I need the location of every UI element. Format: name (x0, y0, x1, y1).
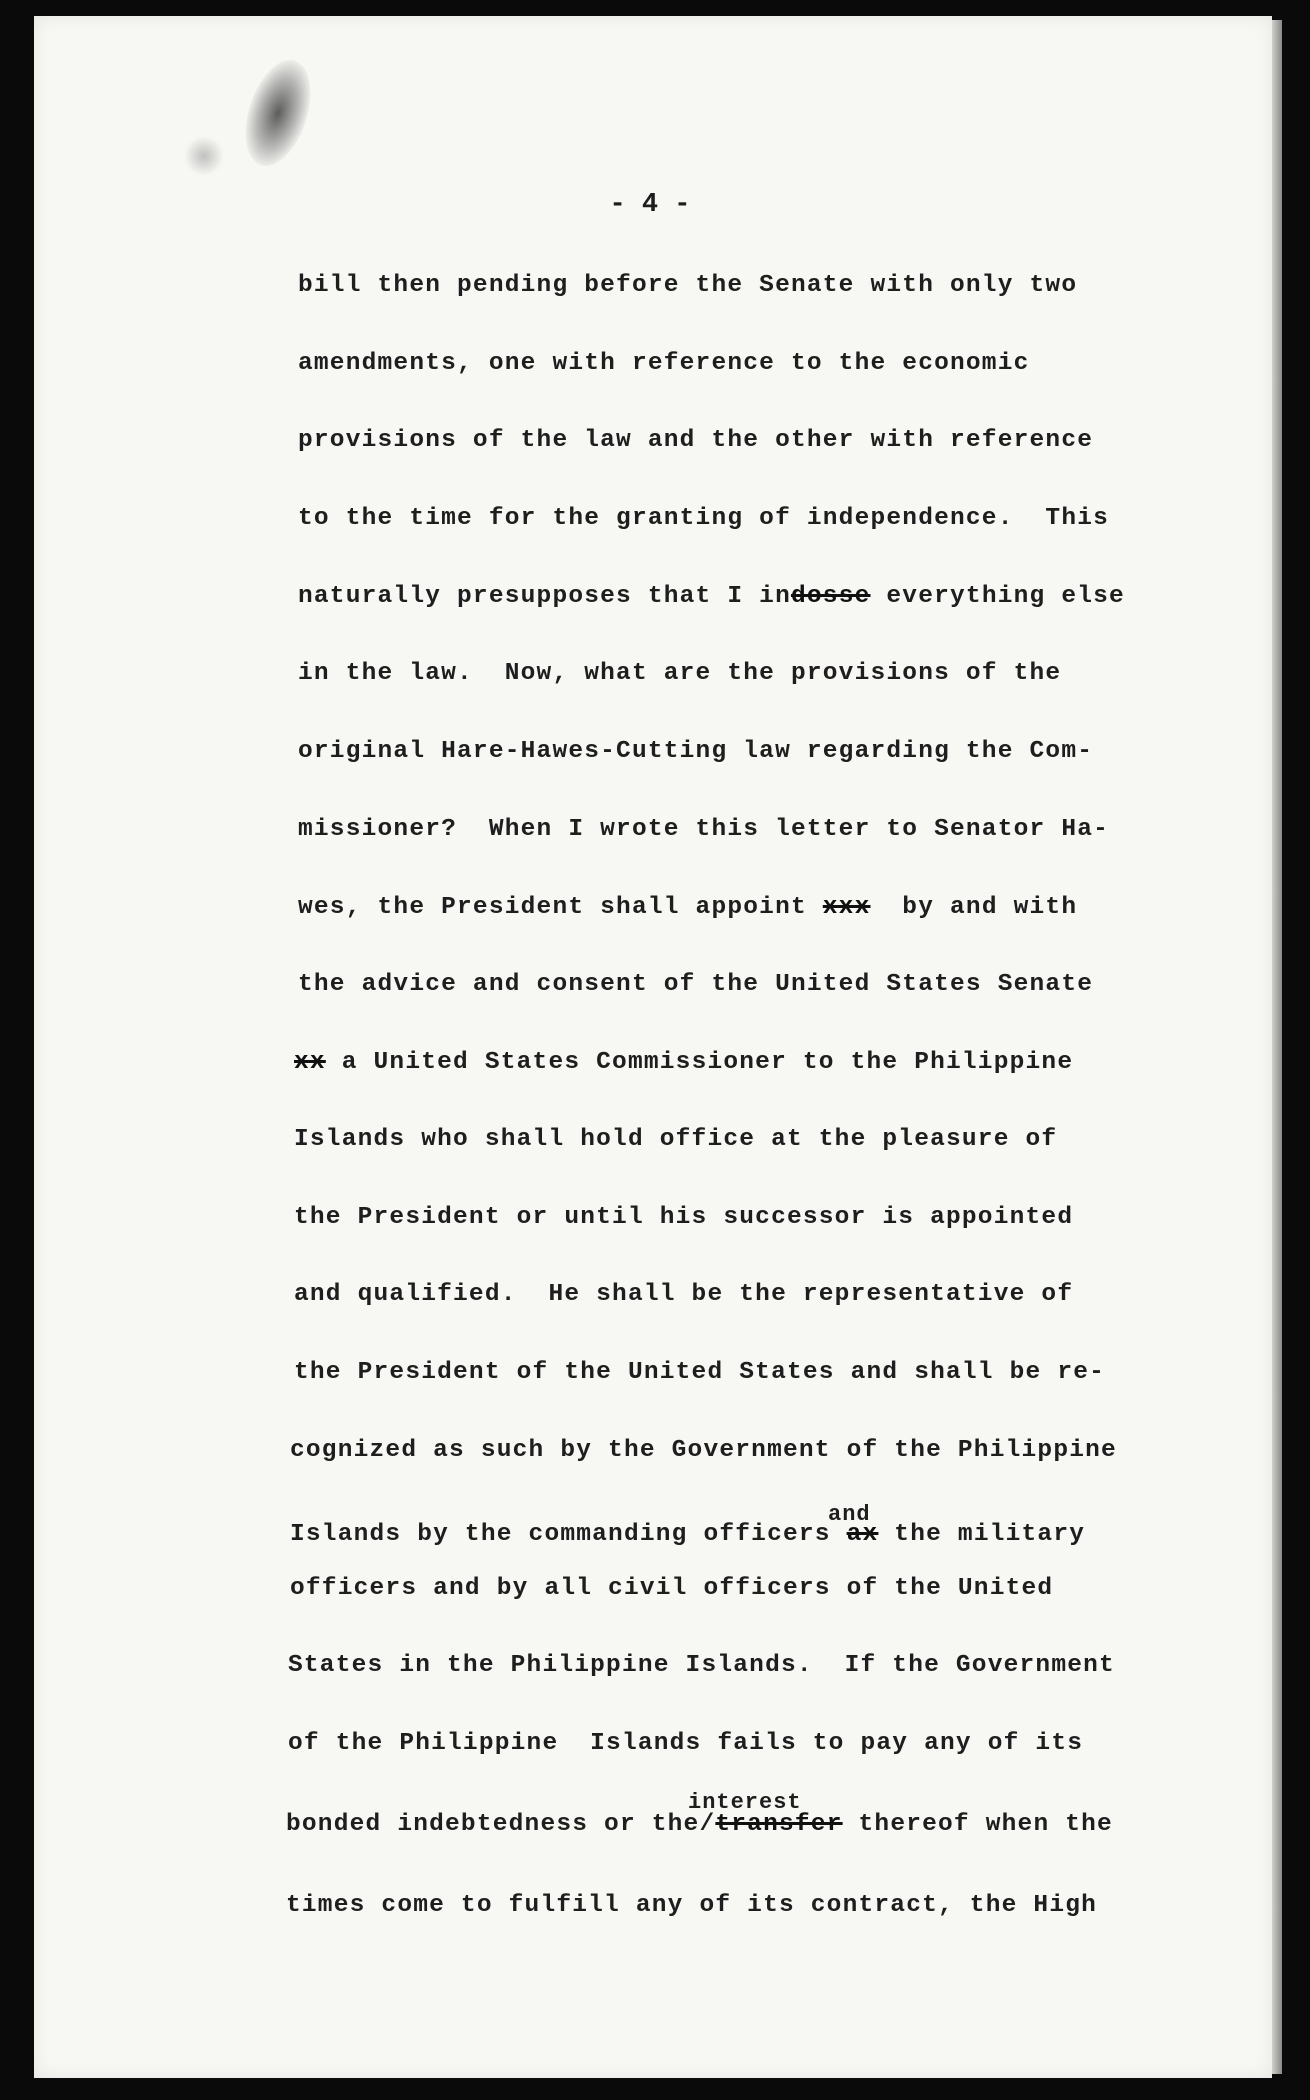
text-line (298, 973, 1093, 998)
text-line (294, 1361, 1105, 1386)
text-line (298, 429, 1093, 454)
line-text: everything else (870, 583, 1125, 610)
line-text: States in the Philippine Islands. If the Government (288, 1652, 1115, 1679)
text-line (290, 1439, 1117, 1464)
text-line (298, 274, 1077, 299)
line-text: the advice and consent of the United States Senate (298, 971, 1094, 998)
ink-smudge (233, 52, 322, 175)
ink-smudge (184, 136, 224, 176)
line-text: a United States Commissioner to the Philippine (325, 1049, 1074, 1076)
text-line (294, 1206, 1073, 1231)
line-text: and qualified. He shall be the representative of (294, 1281, 1074, 1308)
text-line (290, 1577, 1053, 1602)
line-text: bill then pending before the Senate with only two (298, 272, 1078, 299)
struck-out-text: xx (294, 1049, 326, 1076)
line-text: the military (878, 1521, 1086, 1548)
line-text: the President of the United States and shall be re- (294, 1359, 1106, 1386)
line-text: bonded indebtedness or the/ (286, 1811, 716, 1838)
handwritten-insertion-and: and (828, 1502, 871, 1527)
text-line (294, 1128, 1057, 1153)
text-line (286, 1894, 1097, 1919)
line-text: to the time for the granting of independence. This (298, 505, 1110, 532)
handwritten-insertion-interest: interest (688, 1790, 802, 1815)
line-text: original Hare-Hawes-Cutting law regarding the Com- (298, 738, 1094, 765)
text-line (288, 1732, 1083, 1757)
line-text: cognized as such by the Government of the Philippine (290, 1437, 1117, 1464)
struck-out-text: xxx (822, 894, 871, 921)
text-line (298, 507, 1109, 532)
text-line (294, 1051, 1073, 1076)
page-number: - 4 - (609, 190, 691, 220)
text-line (290, 1523, 1085, 1548)
typed-page (34, 16, 1272, 2078)
line-text: in the law. Now, what are the provisions of the (298, 660, 1062, 687)
text-line (298, 740, 1093, 765)
line-text: missioner? When I wrote this letter to Senator Ha- (298, 816, 1110, 843)
text-line (298, 818, 1109, 843)
line-text: officers and by all civil officers of the United (290, 1575, 1054, 1602)
line-text: naturally presupposes that I in (298, 583, 791, 610)
line-text: thereof when the (842, 1811, 1113, 1838)
line-text: Islands who shall hold office at the pleasure of (294, 1126, 1058, 1153)
struck-out-text: transfer (715, 1811, 843, 1838)
line-text: wes, the President shall appoint (298, 894, 823, 921)
text-line (298, 585, 1125, 610)
page-edge (1272, 20, 1282, 2074)
text-line (298, 896, 1077, 921)
struck-out-text: ax (846, 1521, 879, 1548)
text-line (298, 352, 1030, 377)
line-text: provisions of the law and the other with reference (298, 427, 1094, 454)
text-line (298, 662, 1061, 687)
struck-out-text: dosse (790, 583, 871, 610)
line-text: of the Philippine Islands fails to pay any of its (288, 1730, 1084, 1757)
text-line (294, 1283, 1073, 1308)
text-line (286, 1813, 1113, 1838)
line-text: by and with (870, 894, 1078, 921)
line-text: amendments, one with reference to the economic (298, 350, 1030, 377)
line-text: Islands by the commanding officers (290, 1521, 847, 1548)
line-text: times come to fulfill any of its contract, the High (286, 1892, 1098, 1919)
text-line (288, 1654, 1115, 1679)
line-text: the President or until his successor is appointed (294, 1204, 1074, 1231)
